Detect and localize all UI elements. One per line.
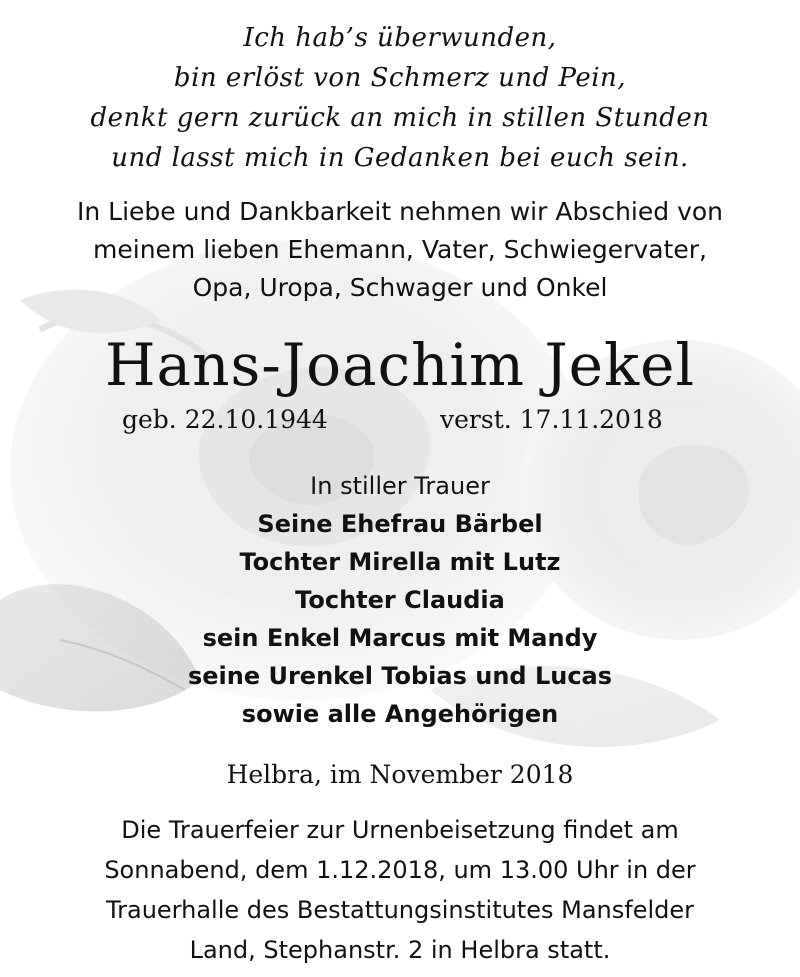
ceremony-line: Die Trauerfeier zur Urnenbeisetzung findet am bbox=[121, 816, 679, 844]
birth-date: geb. 22.10.1944 bbox=[122, 405, 328, 434]
mourners-list bbox=[0, 505, 800, 733]
mourner: Tochter Mirella mit Lutz bbox=[239, 548, 561, 576]
mourner: sein Enkel Marcus mit Mandy bbox=[202, 624, 598, 652]
ceremony-line: Land, Stephanstr. 2 in Helbra statt. bbox=[189, 936, 611, 964]
place-and-date: Helbra, im November 2018 bbox=[226, 760, 574, 789]
deceased-name: Hans-Joachim Jekel bbox=[104, 331, 696, 399]
ceremony-line: Sonnabend, dem 1.12.2018, um 13.00 Uhr in der bbox=[104, 856, 696, 884]
intro-line: meinem lieben Ehemann, Vater, Schwiegervater, bbox=[93, 235, 707, 264]
poem-line: bin erlöst von Schmerz und Pein, bbox=[173, 63, 627, 93]
mourner: sowie alle Angehörigen bbox=[241, 700, 559, 728]
poem bbox=[0, 18, 800, 178]
life-dates bbox=[0, 400, 800, 440]
mourner: Seine Ehefrau Bärbel bbox=[257, 510, 543, 538]
intro-line: Opa, Uropa, Schwager und Onkel bbox=[192, 273, 608, 302]
mourner: seine Urenkel Tobias und Lucas bbox=[187, 662, 613, 690]
mourner: Tochter Claudia bbox=[295, 586, 505, 614]
poem-line: Ich hab’s überwunden, bbox=[243, 23, 557, 53]
mourning-label: In stiller Trauer bbox=[310, 472, 490, 500]
poem-line: und lasst mich in Gedanken bei euch sein. bbox=[111, 143, 689, 173]
death-date: verst. 17.11.2018 bbox=[440, 405, 663, 434]
ceremony-notice bbox=[0, 810, 800, 970]
farewell-intro bbox=[0, 193, 800, 307]
poem-line: denkt gern zurück an mich in stillen Stunden bbox=[90, 103, 710, 133]
ceremony-line: Trauerhalle des Bestattungsinstitutes Mansfelder bbox=[105, 896, 694, 924]
intro-line: In Liebe und Dankbarkeit nehmen wir Abschied von bbox=[76, 197, 724, 226]
